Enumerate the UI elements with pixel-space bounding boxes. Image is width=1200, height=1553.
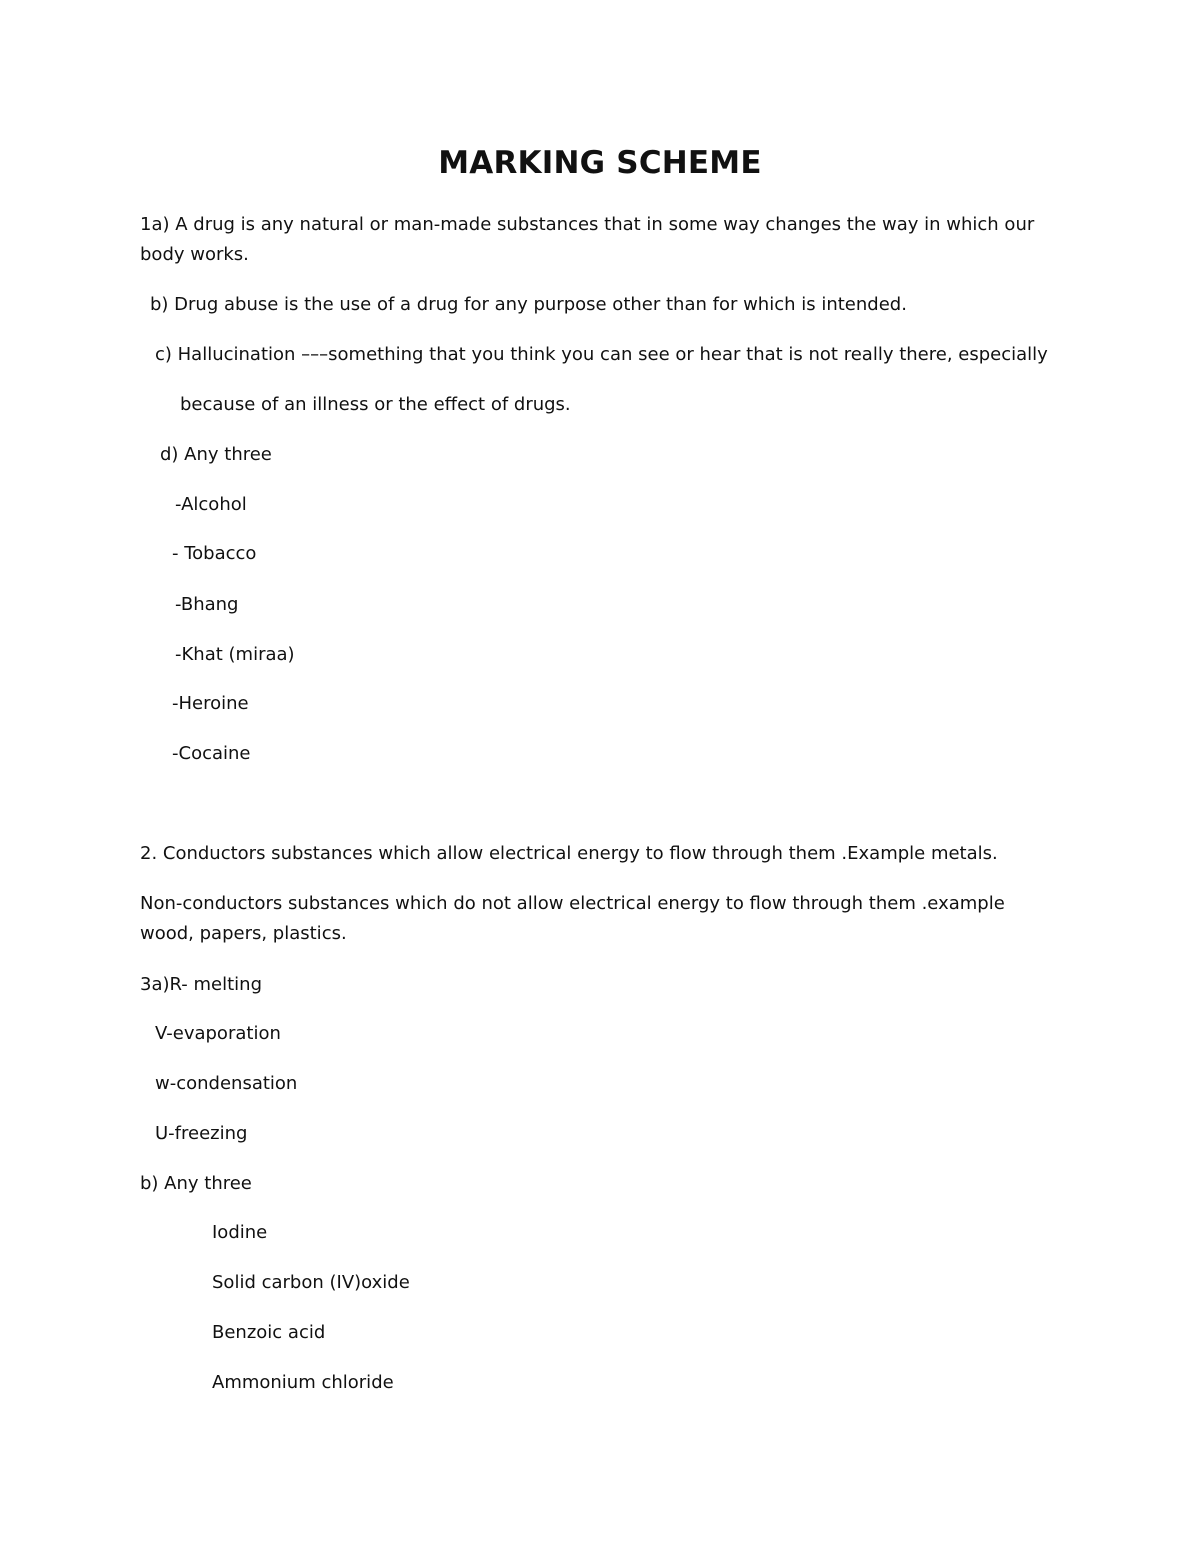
page-title: MARKING SCHEME bbox=[438, 145, 762, 181]
q1b-answer: b) Drug abuse is the use of a drug for any purpose other than for which is intended. bbox=[150, 294, 907, 315]
q2-conductors: 2. Conductors substances which allow electrical energy to flow through them .Example metals. bbox=[140, 843, 998, 864]
q1c-answer-line2: because of an illness or the effect of drugs. bbox=[180, 394, 571, 415]
q1d-label: d) Any three bbox=[160, 444, 272, 465]
list-item: Ammonium chloride bbox=[212, 1372, 394, 1393]
q1c-answer-line1: c) Hallucination –––something that you think you can see or hear that is not really there, especially bbox=[155, 344, 1048, 365]
list-item: -Alcohol bbox=[175, 494, 247, 515]
list-item: - Tobacco bbox=[172, 543, 257, 564]
q3b-label: b) Any three bbox=[140, 1173, 252, 1194]
list-item: -Bhang bbox=[175, 594, 239, 615]
list-item: V-evaporation bbox=[155, 1023, 281, 1044]
list-item: Iodine bbox=[212, 1222, 268, 1243]
list-item: -Heroine bbox=[172, 693, 249, 714]
list-item: -Cocaine bbox=[172, 743, 251, 764]
q2-non-conductors: Non-conductors substances which do not allow electrical energy to flow through them .example wood, papers, plastics. bbox=[140, 893, 1005, 944]
list-item: Benzoic acid bbox=[212, 1322, 326, 1343]
q1a-answer: 1a) A drug is any natural or man-made substances that in some way changes the way in which our body works. bbox=[140, 214, 1035, 265]
list-item: U-freezing bbox=[155, 1123, 248, 1144]
list-item: w-condensation bbox=[155, 1073, 298, 1094]
list-item: Solid carbon (IV)oxide bbox=[212, 1272, 410, 1293]
list-item: -Khat (miraa) bbox=[175, 644, 295, 665]
q3a-label: 3a)R- melting bbox=[140, 974, 263, 995]
